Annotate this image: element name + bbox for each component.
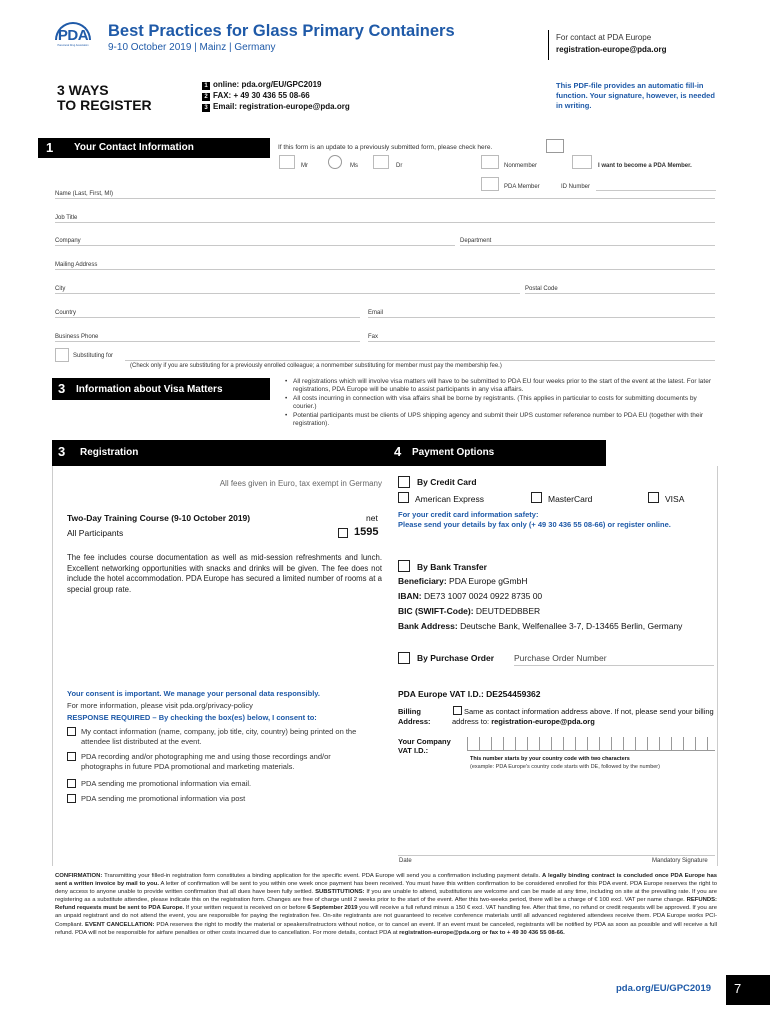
confirmation-label: CONFIRMATION:	[55, 873, 103, 879]
po-number-field[interactable]	[514, 665, 714, 666]
iban-label: IBAN:	[398, 591, 422, 601]
logo-text: PDA	[57, 27, 89, 44]
contact-email[interactable]: registration-europe@pda.org	[556, 45, 667, 54]
refunds-text-2: you will receive a full refund minus a 150 € excl. VAT handling fee. After that time, no refund or credit requests will be approved. If you are an unpaid registrant and do not attend the event, you are responsible for paying the registration fee. On-site registrants are not guaranteed to receive conference materials until all advanced registered attendees receive them. PDA Europe works PCI-Compliant.	[55, 905, 717, 928]
job-title-label: Job Title	[55, 215, 78, 221]
way-text: FAX: + 49 30 436 55 08-66	[213, 91, 310, 100]
terms-text	[55, 872, 717, 937]
mailing-address-field[interactable]	[55, 269, 715, 270]
pda-member-label: PDA Member	[504, 184, 540, 190]
fees-note: All fees given in Euro, tax exempt in Germany	[219, 479, 382, 488]
amex-checkbox[interactable]	[398, 492, 409, 503]
billing-label-2: Address:	[398, 717, 431, 726]
signature-label: Mandatory Signature	[652, 858, 708, 864]
substituting-checkbox[interactable]	[55, 348, 69, 362]
id-number-label: ID Number	[561, 184, 591, 190]
visa-bullet: • All costs incurring in connection with visa affairs shall be borne by registrants. (This applies in particular to costs for submitting documents by courier.)	[285, 395, 697, 410]
update-checkbox[interactable]	[546, 139, 564, 153]
ways-heading-2: TO REGISTER	[57, 97, 152, 113]
substituting-note: (Check only if you are substituting for a previously enrolled colleague; a nonmember substituting for member must pay the membership fee.)	[130, 363, 502, 369]
signature-line[interactable]	[398, 855, 715, 856]
become-member-checkbox[interactable]	[572, 155, 592, 169]
purchase-order-label: By Purchase Order	[417, 653, 495, 663]
billing-same-text	[452, 707, 714, 727]
cancel-contact: registration-europe@pda.org or fax to + 49 30 436 55 08-66.	[399, 929, 565, 936]
mastercard-checkbox[interactable]	[531, 492, 542, 503]
refunds-date: 6 September 2019	[307, 905, 358, 912]
course-title: Two-Day Training Course (9-10 October 2019)	[67, 513, 251, 523]
substitutions-label: SUBSTITUTIONS:	[315, 889, 365, 896]
beneficiary	[398, 576, 527, 586]
your-company-1: Your Company	[398, 737, 451, 746]
consent-attendee-list: My contact information (name, company, job title, city, country) being printed on the attendee list distributed at the event.	[81, 727, 357, 746]
department-label: Department	[460, 238, 492, 244]
cancel-label: EVENT CANCELLATION:	[85, 921, 155, 928]
bank-address	[398, 621, 682, 631]
cancel-text: PDA reserves the right to modify the material or speakers/instructors without notice, or to cancel an event. If an event must be canceled, registrants will be notified by PDA as soon as possible and will receive a full refund. PDA will not be responsible for airfare penalties or other costs incurred due to cancellation. For more details, contact PDA at	[55, 921, 718, 936]
pda-logo	[53, 22, 93, 52]
consent-policy[interactable]: For more information, please visit pda.org/privacy-policy	[67, 701, 253, 710]
visa-bullet: • All registrations which will involve visa matters will have to be submitted to PDA EU four weeks prior to the start of the event at the latest. For later registrations, PDA Europe will be unable to assist participants in any visa affairs.	[285, 378, 711, 393]
vat-id-input[interactable]	[467, 737, 715, 751]
company-field[interactable]	[55, 245, 455, 246]
substituting-label: Substituting for	[73, 353, 114, 359]
consent-email-checkbox[interactable]	[67, 779, 76, 788]
registration-section-header	[52, 440, 390, 466]
cc-fax-note: Please send your details by fax only (+ 49 30 436 55 08-66) or register online.	[398, 520, 671, 529]
page-number: 7	[734, 981, 742, 996]
refunds-label: REFUNDS: Refund requests must be sent to PDA Europe.	[55, 897, 717, 912]
postal-code-label: Postal Code	[525, 286, 558, 292]
section-number: 4	[394, 444, 402, 459]
city-field[interactable]	[55, 293, 520, 294]
pda-member-checkbox[interactable]	[481, 177, 499, 191]
fax-label: Fax	[368, 334, 379, 340]
substituting-field[interactable]	[125, 360, 715, 361]
payment-right-border	[717, 466, 718, 866]
iban-value: DE73 1007 0024 0922 8735 00	[423, 591, 543, 601]
business-phone-field[interactable]	[55, 341, 360, 342]
vat-id: PDA Europe VAT I.D.: DE254459362	[398, 689, 541, 699]
fax-field[interactable]	[368, 341, 715, 342]
country-label: Country	[55, 310, 77, 316]
pdf-note: This PDF-file provides an automatic fill-in function. Your signature, however, is needed in writing.	[556, 81, 715, 110]
beneficiary-label: Beneficiary:	[398, 576, 447, 586]
course-price: 1595	[354, 526, 379, 538]
way-number: 2	[202, 93, 210, 101]
credit-card-checkbox[interactable]	[398, 476, 410, 488]
mr-checkbox[interactable]	[279, 155, 295, 169]
mastercard-label: MasterCard	[548, 494, 593, 504]
date-label: Date	[399, 858, 412, 864]
way-number: 1	[202, 82, 210, 90]
dr-checkbox[interactable]	[373, 155, 389, 169]
fee-text: The fee includes course documentation as well as mid-session refreshments and lunch. Excellent networking opportunities with snacks and drinks will be given. The fee does not include the hotel accommodation. PDA Europe has secured a limited number of rooms at a special group rate.	[67, 553, 382, 594]
section-title: Information about Visa Matters	[76, 384, 223, 395]
name-field[interactable]	[55, 198, 715, 199]
visa-label: VISA	[665, 494, 685, 504]
ms-label: Ms	[350, 163, 358, 169]
substitutions-text: If you are unable to attend, substitutions are welcome and can be made at any time, including on site at the prevailing rate. If you are registering as a substitute attendee, please indicate this on the registration form. Changes are free of charge until 2 weeks prior to the start of the event. After this two-weeks period, there will be a charge of € 100 excl. VAT per name change.	[55, 889, 718, 904]
way-item-email	[202, 102, 350, 112]
email-field[interactable]	[368, 317, 715, 318]
dr-label: Dr	[396, 163, 403, 169]
payment-section-header	[390, 440, 606, 466]
your-company-2: VAT I.D.:	[398, 746, 429, 755]
way-text[interactable]: Email: registration-europe@pda.org	[213, 102, 350, 111]
response-required: RESPONSE REQUIRED – By checking the box(es) below, I consent to:	[67, 713, 317, 722]
iban	[398, 591, 542, 601]
section-title: Registration	[80, 447, 139, 458]
consent-recording-checkbox[interactable]	[67, 752, 76, 761]
department-field[interactable]	[460, 245, 715, 246]
credit-card-label: By Credit Card	[417, 477, 477, 487]
billing-email[interactable]: registration-europe@pda.org	[491, 717, 595, 726]
section-title: Your Contact Information	[74, 142, 194, 153]
purchase-order-checkbox[interactable]	[398, 652, 410, 664]
consent-post: PDA sending me promotional information via post	[81, 794, 246, 803]
ways-heading-1: 3 WAYS	[57, 82, 109, 98]
email-label: Email	[368, 310, 384, 316]
net-label: net	[366, 513, 378, 523]
consent-heading: Your consent is important. We manage your personal data responsibly.	[67, 689, 320, 698]
visa-checkbox[interactable]	[648, 492, 659, 503]
binding-text: A legally binding contract is concluded once PDA Europe has sent a written invoice by mail to you.	[55, 873, 717, 888]
nonmember-checkbox[interactable]	[481, 155, 499, 169]
bank-transfer-checkbox[interactable]	[398, 560, 410, 572]
section-number: 3	[58, 381, 66, 396]
bic	[398, 606, 540, 616]
reg-left-border	[52, 466, 53, 866]
consent-attendee-list-checkbox[interactable]	[67, 727, 76, 736]
consent-email: PDA sending me promotional information via email.	[81, 779, 252, 788]
section-number: 3	[58, 444, 66, 459]
ms-radio[interactable]	[328, 155, 342, 169]
business-phone-label: Business Phone	[55, 334, 99, 340]
section-number: 1	[46, 140, 54, 155]
way-text[interactable]: online: pda.org/EU/GPC2019	[213, 80, 322, 89]
update-note: If this form is an update to a previously submitted form, please check here.	[278, 144, 493, 151]
become-member-label: I want to become a PDA Member.	[598, 163, 692, 169]
way-item-fax	[202, 91, 310, 101]
company-label: Company	[55, 238, 81, 244]
logo-subtext: Parenteral Drug Association	[57, 44, 89, 47]
your-company-vat-label	[398, 737, 451, 755]
nonmember-label: Nonmember	[504, 163, 538, 169]
confirmation-text: Transmitting your filled-in registration form constitutes a binding application for the specific event. PDA Europe will send you a confirmation including payment details.	[104, 873, 541, 879]
footer-url[interactable]: pda.org/EU/GPC2019	[616, 983, 712, 994]
bic-value: DEUTDEDBBER	[475, 606, 541, 616]
participants-label: All Participants	[67, 528, 124, 538]
way-item-online	[202, 80, 321, 90]
billing-label-1: Billing	[398, 707, 421, 716]
consent-post-checkbox[interactable]	[67, 794, 76, 803]
contact-label: For contact at PDA Europe	[556, 33, 652, 42]
mr-label: Mr	[301, 163, 308, 169]
page-number-box	[726, 975, 770, 1005]
way-number: 3	[202, 104, 210, 112]
contact-divider	[548, 30, 549, 60]
postal-code-field[interactable]	[525, 293, 715, 294]
bank-address-label: Bank Address:	[398, 621, 458, 631]
consent-recording: PDA recording and/or photographing me and using those recordings and/or photographs in future PDA promotional and marketing materials.	[81, 752, 331, 771]
cc-safety: For your credit card information safety:	[398, 510, 539, 519]
event-subtitle: 9-10 October 2019 | Mainz | Germany	[108, 42, 276, 53]
city-label: City	[55, 286, 66, 292]
vat-note-bold: This number starts by your country code with two characters	[470, 756, 630, 762]
billing-label	[398, 707, 431, 727]
bank-address-value: Deutsche Bank, Welfenallee 3-7, D-13465 Berlin, Germany	[460, 621, 683, 631]
mailing-address-label: Mailing Address	[55, 262, 98, 268]
po-number-label: Purchase Order Number	[514, 653, 607, 663]
letter-text: A letter of confirmation will be sent to you within one week once payment has been received. You must have this written confirmation to be considered enrolled for this PDA event. PDA Europe reserves the right to deny access to anyone unable to provide written confirmation that all dues have been fully settled.	[55, 881, 718, 896]
country-field[interactable]	[55, 317, 360, 318]
refunds-text: If your written request is received on or before	[185, 905, 306, 912]
vat-note: (example: PDA Europe's country code starts with DE, followed by the number)	[470, 764, 660, 770]
event-title: Best Practices for Glass Primary Containers	[108, 22, 455, 40]
bic-label: BIC (SWIFT-Code):	[398, 606, 474, 616]
visa-bullets	[285, 378, 717, 428]
bank-transfer-label: By Bank Transfer	[417, 562, 487, 572]
billing-same: Same as contact information address above. If not, please send your billing address to:	[452, 707, 714, 726]
contact-section-header	[38, 138, 270, 158]
id-number-field[interactable]	[596, 177, 716, 191]
participant-fee-checkbox[interactable]	[338, 528, 348, 538]
visa-section-header	[52, 378, 270, 400]
job-title-field[interactable]	[55, 222, 715, 223]
section-title: Payment Options	[412, 447, 495, 458]
visa-bullet: • Potential participants must be clients of UPS shipping agency and submit their UPS customer reference number to PDA EU (together with their registration).	[285, 412, 704, 427]
beneficiary-value: PDA Europe gGmbH	[449, 576, 528, 586]
name-label: Name (Last, First, MI)	[55, 191, 114, 197]
amex-label: American Express	[415, 494, 484, 504]
